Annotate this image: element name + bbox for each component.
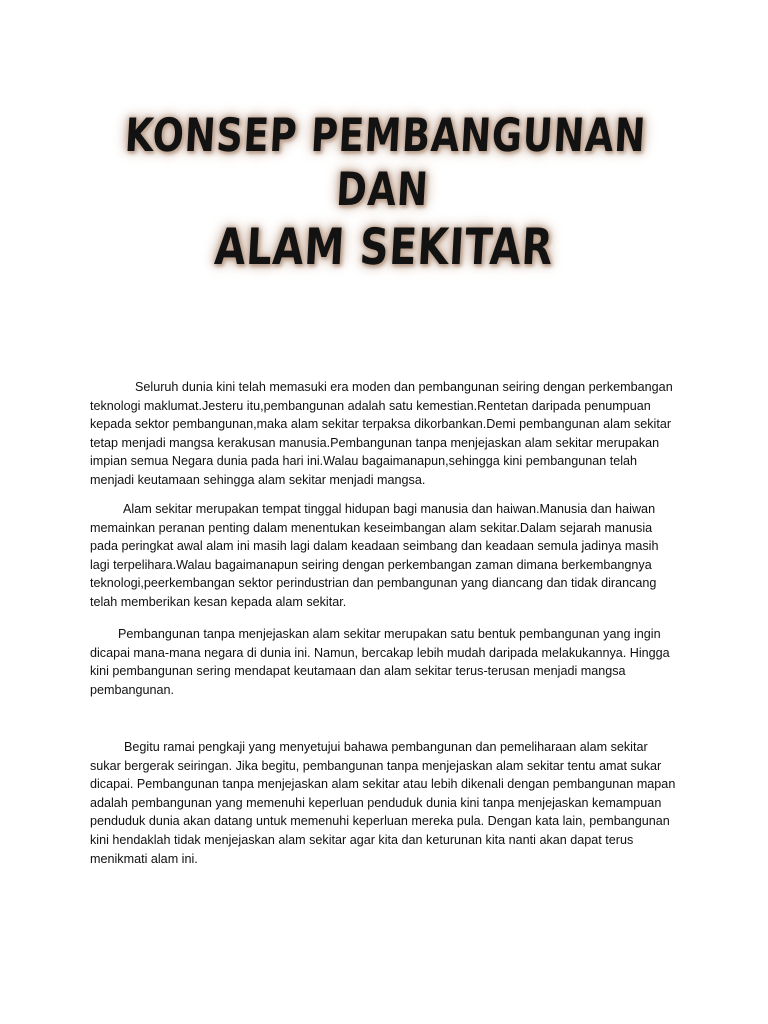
paragraph-text: Seluruh dunia kini telah memasuki era moden dan pembangunan seiring dengan perkembangan teknologi maklumat.Jesteru itu,pembangunan adalah satu kemestian.Rentetan daripada penumpuan kepada sektor pembangunan,maka alam sekitar terpaksa dikorbankan.Demi pembangunan alam sekitar tetap menjadi mangsa kerakusan manusia.Pembangunan tanpa menjejaskan alam sekitar merupakan impian semua Negara dunia pada hari ini.Walau bagaimanapun,sehingga kini pembangunan telah menjadi keutamaan sehingga alam sekitar menjadi mangsa. — [90, 380, 673, 487]
paragraph-2 — [90, 500, 680, 612]
paragraph-text: Begitu ramai pengkaji yang menyetujui bahawa pembangunan dan pemeliharaan alam sekitar sukar bergerak seiringan. Jika begitu, pembangunan tanpa menjejaskan alam sekitar tentu amat sukar dicapai. Pembangunan tanpa menjejaskan alam sekitar atau lebih dikenali dengan pembangunan mapan adalah pembangunan yang memenuhi keperluan penduduk dunia kini tanpa menjejaskan kemampuan penduduk dunia akan datang untuk memenuhi keperluan mereka pula. Dengan kata lain, pembangunan kini hendaklah tidak menjejaskan alam sekitar agar kita dan keturunan kita nanti akan dapat terus menikmati alam ini. — [90, 740, 676, 866]
document-title-line-1: KONSEP PEMBANGUNAN DAN — [123, 108, 648, 216]
paragraph-3 — [90, 625, 680, 699]
paragraph-text: Pembangunan tanpa menjejaskan alam sekitar merupakan satu bentuk pembangunan yang ingin dicapai mana-mana negara di dunia ini. Namun, bercakap lebih mudah daripada melakukannya. Hingga kini pembangunan sering mendapat keutamaan dan alam sekitar terus-terusan menjadi mangsa pembangunan. — [90, 627, 670, 697]
paragraph-text: Alam sekitar merupakan tempat tinggal hidupan bagi manusia dan haiwan.Manusia dan haiwan memainkan peranan penting dalam menentukan keseimbangan alam sekitar.Dalam sejarah manusia pada peringkat awal alam ini masih lagi dalam keadaan seimbang dan keadaan semula jadinya masih lagi terpelihara.Walau bagaimanapun seiring dengan perkembangan zaman dimana berkembangnya teknologi,peerkembangan sektor perindustrian dan pembangunan yang diancang dan tidak dirancang telah memberikan kesan kepada alam sekitar. — [90, 502, 659, 609]
document-title-line-2: ALAM SEKITAR — [213, 218, 555, 276]
paragraph-1 — [90, 378, 680, 490]
paragraph-4 — [90, 738, 680, 868]
